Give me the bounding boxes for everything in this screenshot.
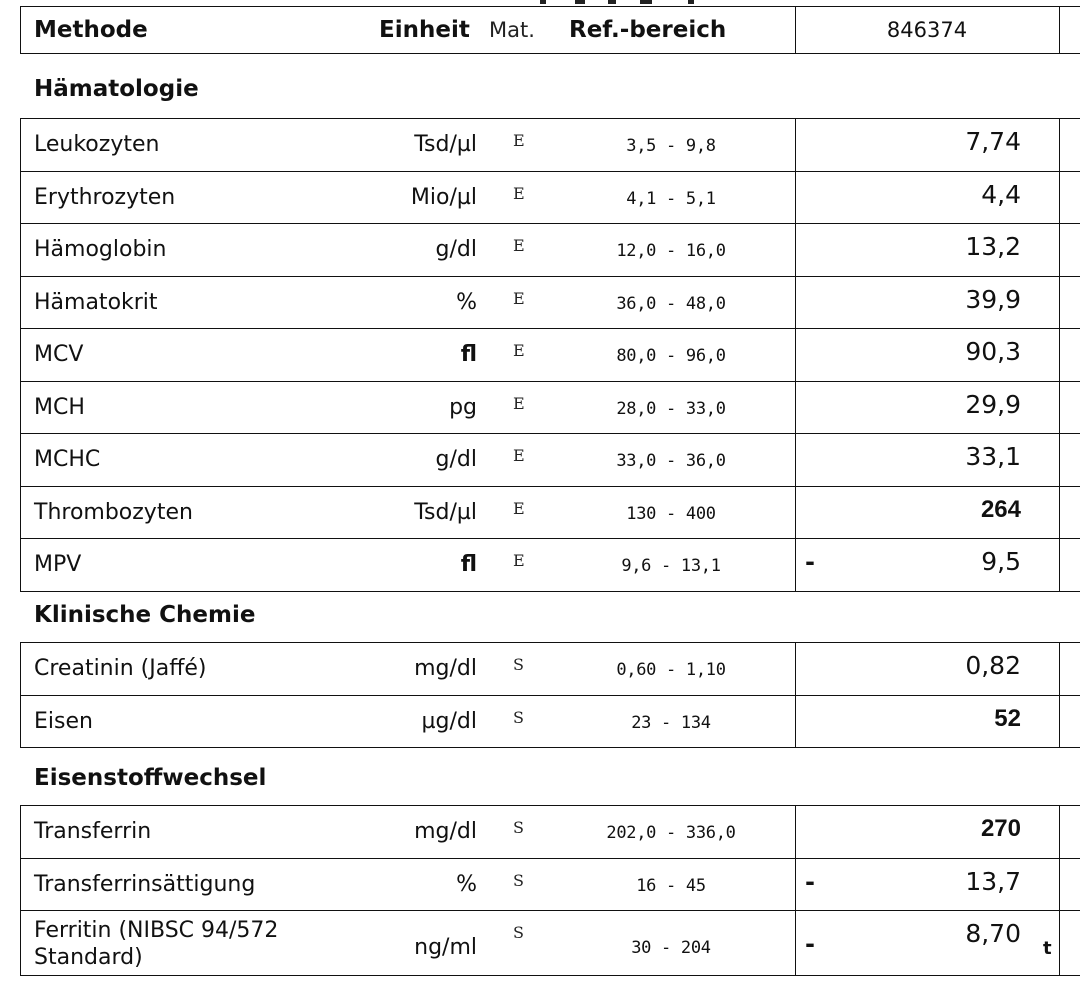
test-unit: fl: [460, 552, 477, 577]
reference-range: 23 - 134: [631, 712, 711, 733]
column-divider: [1059, 643, 1060, 695]
header-methode: Methode: [34, 17, 148, 43]
reference-range: 4,1 - 5,1: [626, 188, 716, 209]
table-row: [21, 539, 1080, 591]
column-divider: [1059, 806, 1060, 858]
column-divider: [1059, 434, 1060, 486]
test-unit: Mio/µl: [410, 184, 477, 210]
test-unit: mg/dl: [414, 656, 477, 681]
table-row: [21, 434, 1080, 487]
material-code: E: [513, 183, 525, 203]
test-name: MCH: [34, 394, 85, 420]
table-row: [21, 224, 1080, 277]
result-value: 13,7: [965, 866, 1021, 896]
test-name: Erythrozyten: [34, 184, 176, 210]
table-row: [21, 487, 1080, 540]
column-divider: [795, 277, 796, 329]
header-row: [21, 7, 1080, 53]
reference-range: 36,0 - 48,0: [616, 293, 726, 314]
reference-range: 0,60 - 1,10: [616, 660, 726, 680]
result-value: 264: [980, 495, 1021, 523]
reference-range: 28,0 - 33,0: [616, 398, 726, 419]
header-table: [20, 6, 1080, 54]
low-flag: -: [805, 930, 815, 958]
table-eisenstoffwechsel: [20, 805, 1080, 976]
table-row: [21, 696, 1080, 748]
test-unit: µg/dl: [421, 708, 477, 734]
column-divider: [795, 487, 796, 539]
reference-range: 9,6 - 13,1: [621, 556, 721, 576]
table-row: [21, 172, 1080, 225]
test-name: MPV: [34, 552, 82, 577]
result-value: 4,4: [981, 179, 1021, 209]
material-code: E: [513, 498, 525, 518]
header-mat: Mat.: [489, 18, 535, 42]
test-unit: %: [456, 289, 477, 315]
result-value: 9,5: [981, 547, 1021, 576]
test-unit: g/dl: [435, 447, 477, 472]
test-unit: %: [456, 871, 477, 897]
column-divider: [1059, 277, 1060, 329]
column-divider: [1059, 119, 1060, 171]
column-divider: [1059, 382, 1060, 434]
test-name: Ferritin (NIBSC 94/572 Standard): [34, 918, 279, 970]
test-name: Creatinin (Jaffé): [34, 656, 207, 681]
column-divider: [1059, 224, 1060, 276]
result-value: 52: [994, 704, 1021, 732]
table-klinische-chemie: [20, 642, 1080, 748]
test-unit: mg/dl: [414, 819, 477, 844]
material-code: S: [513, 707, 524, 727]
column-divider: [795, 329, 796, 381]
result-value: 39,9: [965, 284, 1021, 314]
reference-range: 16 - 45: [636, 875, 706, 896]
material-code: E: [513, 236, 525, 255]
result-value: 90,3: [965, 337, 1021, 366]
test-name: Transferrinsättigung: [34, 871, 256, 897]
reference-range: 33,0 - 36,0: [616, 451, 726, 471]
test-name: MCV: [34, 342, 84, 367]
column-divider: [1059, 911, 1060, 975]
material-code: S: [513, 655, 524, 674]
result-value: 0,82: [965, 651, 1021, 680]
table-row: [21, 329, 1080, 382]
table-haematologie: [20, 118, 1080, 592]
material-code: S: [513, 923, 524, 942]
section-title-klinische-chemie: Klinische Chemie: [34, 602, 256, 628]
table-row: [21, 643, 1080, 696]
material-code: S: [513, 818, 524, 837]
column-divider: [795, 434, 796, 486]
low-flag: -: [805, 867, 815, 896]
test-name: Thrombozyten: [34, 499, 193, 525]
table-row: [21, 119, 1080, 172]
reference-range: 80,0 - 96,0: [616, 346, 726, 366]
test-name: Transferrin: [34, 819, 152, 844]
sample-id: 846374: [886, 18, 968, 42]
reference-range: 3,5 - 9,8: [626, 136, 716, 156]
reference-range: 12,0 - 16,0: [616, 241, 726, 261]
table-row: [21, 806, 1080, 859]
test-unit: fl: [460, 342, 477, 367]
material-code: E: [513, 551, 525, 570]
test-unit: Tsd/µl: [414, 499, 477, 525]
low-flag: -: [805, 548, 815, 576]
column-divider: [795, 119, 796, 171]
test-unit: pg: [449, 394, 477, 420]
result-value: 33,1: [965, 442, 1021, 471]
test-unit: Tsd/µl: [414, 132, 477, 157]
material-code: E: [513, 341, 525, 360]
table-row: [21, 382, 1080, 435]
table-row: [21, 859, 1080, 912]
column-divider: [795, 539, 796, 591]
column-divider: [795, 643, 796, 695]
column-divider: [795, 859, 796, 911]
result-value: 13,2: [965, 232, 1021, 261]
result-value: 29,9: [965, 389, 1021, 419]
section-title-haematologie: Hämatologie: [34, 76, 199, 102]
table-row: [21, 911, 1080, 975]
material-code: E: [513, 446, 525, 465]
result-value: 8,70: [965, 919, 1021, 948]
material-code: S: [513, 870, 524, 890]
reference-range: 30 - 204: [631, 938, 711, 958]
column-divider: [1059, 172, 1060, 224]
column-divider: [795, 172, 796, 224]
section-title-eisenstoffwechsel: Eisenstoffwechsel: [34, 765, 267, 791]
column-divider: [795, 806, 796, 858]
column-divider: [795, 696, 796, 748]
column-divider: [795, 911, 796, 975]
column-divider: [795, 382, 796, 434]
test-name: Hämoglobin: [34, 237, 167, 262]
header-einheit: Einheit: [379, 17, 470, 43]
column-divider: [1059, 329, 1060, 381]
test-name: Hämatokrit: [34, 289, 158, 315]
test-name: Eisen: [34, 708, 93, 734]
header-ref-bereich: Ref.-bereich: [569, 17, 727, 43]
result-value: 7,74: [965, 127, 1021, 156]
material-code: E: [513, 288, 525, 308]
column-divider: [1059, 696, 1060, 748]
test-name: Leukozyten: [34, 132, 160, 157]
column-divider: [795, 224, 796, 276]
test-unit: ng/ml: [414, 935, 477, 960]
column-divider: [1059, 859, 1060, 911]
material-code: E: [513, 393, 525, 413]
reference-range: 202,0 - 336,0: [606, 823, 736, 843]
column-divider: [1059, 7, 1060, 53]
column-divider: [1059, 487, 1060, 539]
result-value: 270: [980, 815, 1021, 842]
material-code: E: [513, 131, 525, 150]
reference-range: 130 - 400: [626, 503, 716, 524]
result-note: t: [1043, 938, 1052, 959]
table-row: [21, 277, 1080, 330]
test-unit: g/dl: [435, 237, 477, 262]
column-divider: [1059, 539, 1060, 591]
test-name: MCHC: [34, 447, 101, 472]
